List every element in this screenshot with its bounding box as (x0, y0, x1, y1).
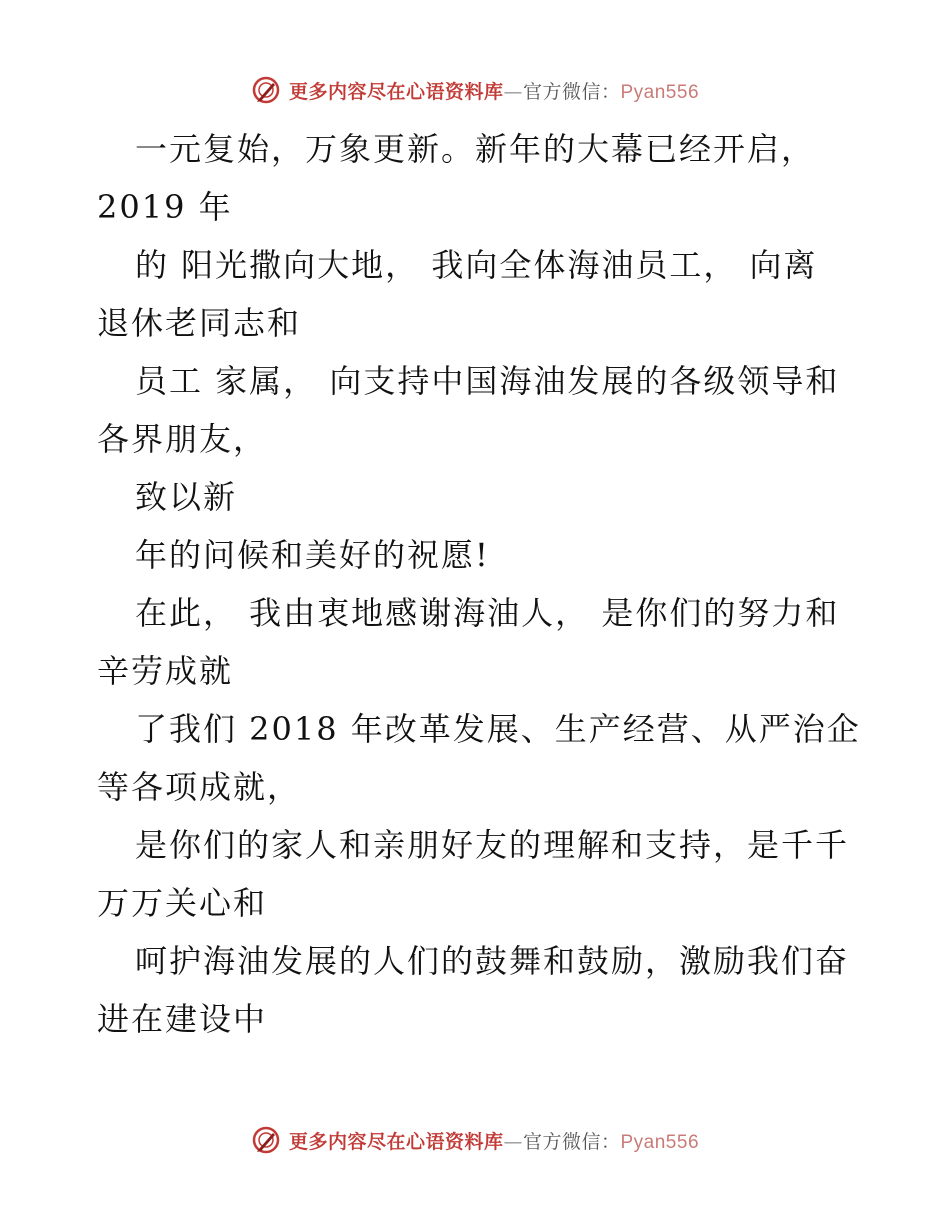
body-line: 年的问候和美好的祝愿! (135, 536, 490, 574)
watermark-wechat-id: Pyan556 (620, 1131, 700, 1153)
watermark-separator: — (503, 80, 523, 103)
body-line: 退休老同志和 (97, 304, 302, 342)
body-line: 在此， 我由衷地感谢海油人， 是你们的努力和 (135, 594, 840, 632)
body-line: 的 阳光撒向大地， 我向全体海油员工， 向离 (135, 246, 818, 284)
pen-logo-icon (251, 75, 281, 105)
footer-watermark (0, 1120, 950, 1160)
body-line: 各界朋友， (97, 420, 268, 458)
watermark-text (289, 1127, 699, 1154)
watermark-separator: — (503, 1130, 523, 1153)
body-line: 了我们 2018 年改革发展、生产经营、从严治企 (135, 710, 861, 748)
body-line: 是你们的家人和亲朋好友的理解和支持，是千千 (135, 826, 850, 864)
document-body (97, 120, 861, 1048)
watermark-wechat-id: Pyan556 (620, 81, 700, 103)
body-line: 进在建设中 (97, 1000, 268, 1038)
body-line: 致以新 (135, 478, 238, 516)
body-line: 呵护海油发展的人们的鼓舞和鼓励，激励我们奋 (135, 942, 850, 980)
body-line: 辛劳成就 (97, 652, 234, 690)
watermark-text (289, 77, 699, 104)
header-watermark (0, 70, 950, 110)
body-line: 万万关心和 (97, 884, 268, 922)
watermark-highlight: 更多内容尽在心语资料库 (288, 1130, 504, 1153)
body-line: 一元复始，万象更新。新年的大幕已经开启， (135, 130, 816, 168)
body-line: 等各项成就， (97, 768, 302, 806)
watermark-highlight: 更多内容尽在心语资料库 (288, 80, 504, 103)
body-line: 2019 年 (97, 188, 233, 226)
body-line: 员工 家属， 向支持中国海油发展的各级领导和 (135, 362, 840, 400)
watermark-label: 官方微信： (522, 80, 621, 103)
watermark-label: 官方微信： (522, 1130, 621, 1153)
pen-logo-icon (251, 1125, 281, 1155)
